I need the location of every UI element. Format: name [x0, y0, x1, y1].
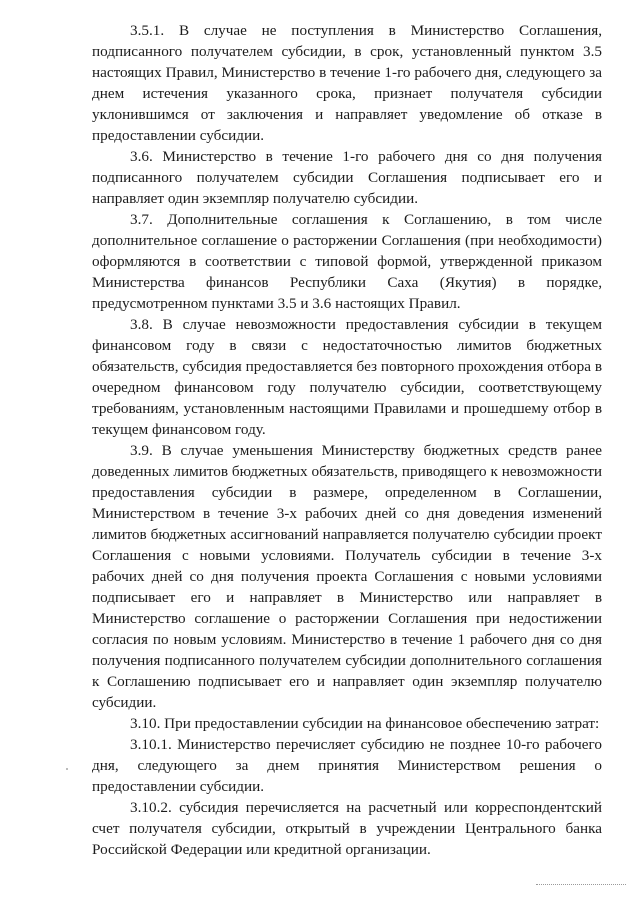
- paragraph-3-5-1: 3.5.1. В случае не поступления в Министерство Соглашения, подписанного получателем субсидии, в срок, установленный пунктом 3.5 настоящих Правил, Министерство в течение 1-го рабочего дня, следующего за днем истечения указанного срока, признает получателя субсидии уклонившимся от заключения и направляет уведомление об отказе в предоставлении субсидии.: [92, 22, 602, 144]
- paragraph-3-6: 3.6. Министерство в течение 1-го рабочего дня со дня получения подписанного получателем субсидии Соглашения подписывает его и направляет один экземпляр получателю субсидии.: [92, 148, 602, 207]
- paragraph-3-10-2: 3.10.2. субсидия перечисляется на расчетный или корреспондентский счет получателя субсидии, открытый в учреждении Центрального банка Российской Федерации или кредитной организации.: [92, 799, 602, 858]
- paragraph-3-8: 3.8. В случае невозможности предоставления субсидии в текущем финансовом году в связи с недостаточностью лимитов бюджетных обязательств, субсидия предоставляется без повторного прохождения отбора в очередном финансовом году получателю субсидии, соответствующему требованиям, установленным настоящими Правилами и прошедшему отбор в текущем финансовом году.: [92, 316, 602, 438]
- scan-artifact-edge: [536, 884, 626, 887]
- paragraph-3-9: 3.9. В случае уменьшения Министерству бюджетных средств ранее доведенных лимитов бюджетных обязательств, приводящего к невозможности предоставления субсидии в размере, определенном в Соглашении, Министерством в течение 3-х рабочих дней со дня доведения изменений лимитов бюджетных ассигнований направляется получателю субсидии проект Соглашения с новыми условиями. Получатель субсидии в течение 3-х рабочих дней со дня получения проекта Соглашения с новыми условиями подписывает его и направляет в Министерство или направляет в Министерство соглашение о расторжении Соглашения при недостижении согласия по новым условиям. Министерство в течение 1 рабочего дня со дня получения подписанного получателем субсидии дополнительного соглашения к Соглашению подписывает его и направляет один экземпляр получателю субсидии.: [92, 442, 602, 711]
- paragraph-3-10-1: 3.10.1. Министерство перечисляет субсидию не позднее 10-го рабочего дня, следующего за днем принятия Министерством решения о предоставлении субсидии.: [92, 736, 602, 795]
- paragraph-3-10: 3.10. При предоставлении субсидии на финансовое обеспечению затрат:: [130, 715, 600, 732]
- scan-artifact: [66, 768, 68, 770]
- paragraph-3-7: 3.7. Дополнительные соглашения к Соглашению, в том числе дополнительное соглашение о расторжении Соглашения (при необходимости) оформляются в соответствии с типовой формой, утвержденной приказом Министерства финансов Республики Саха (Якутия) в порядке, предусмотренном пунктами 3.5 и 3.6 настоящих Правил.: [92, 211, 602, 312]
